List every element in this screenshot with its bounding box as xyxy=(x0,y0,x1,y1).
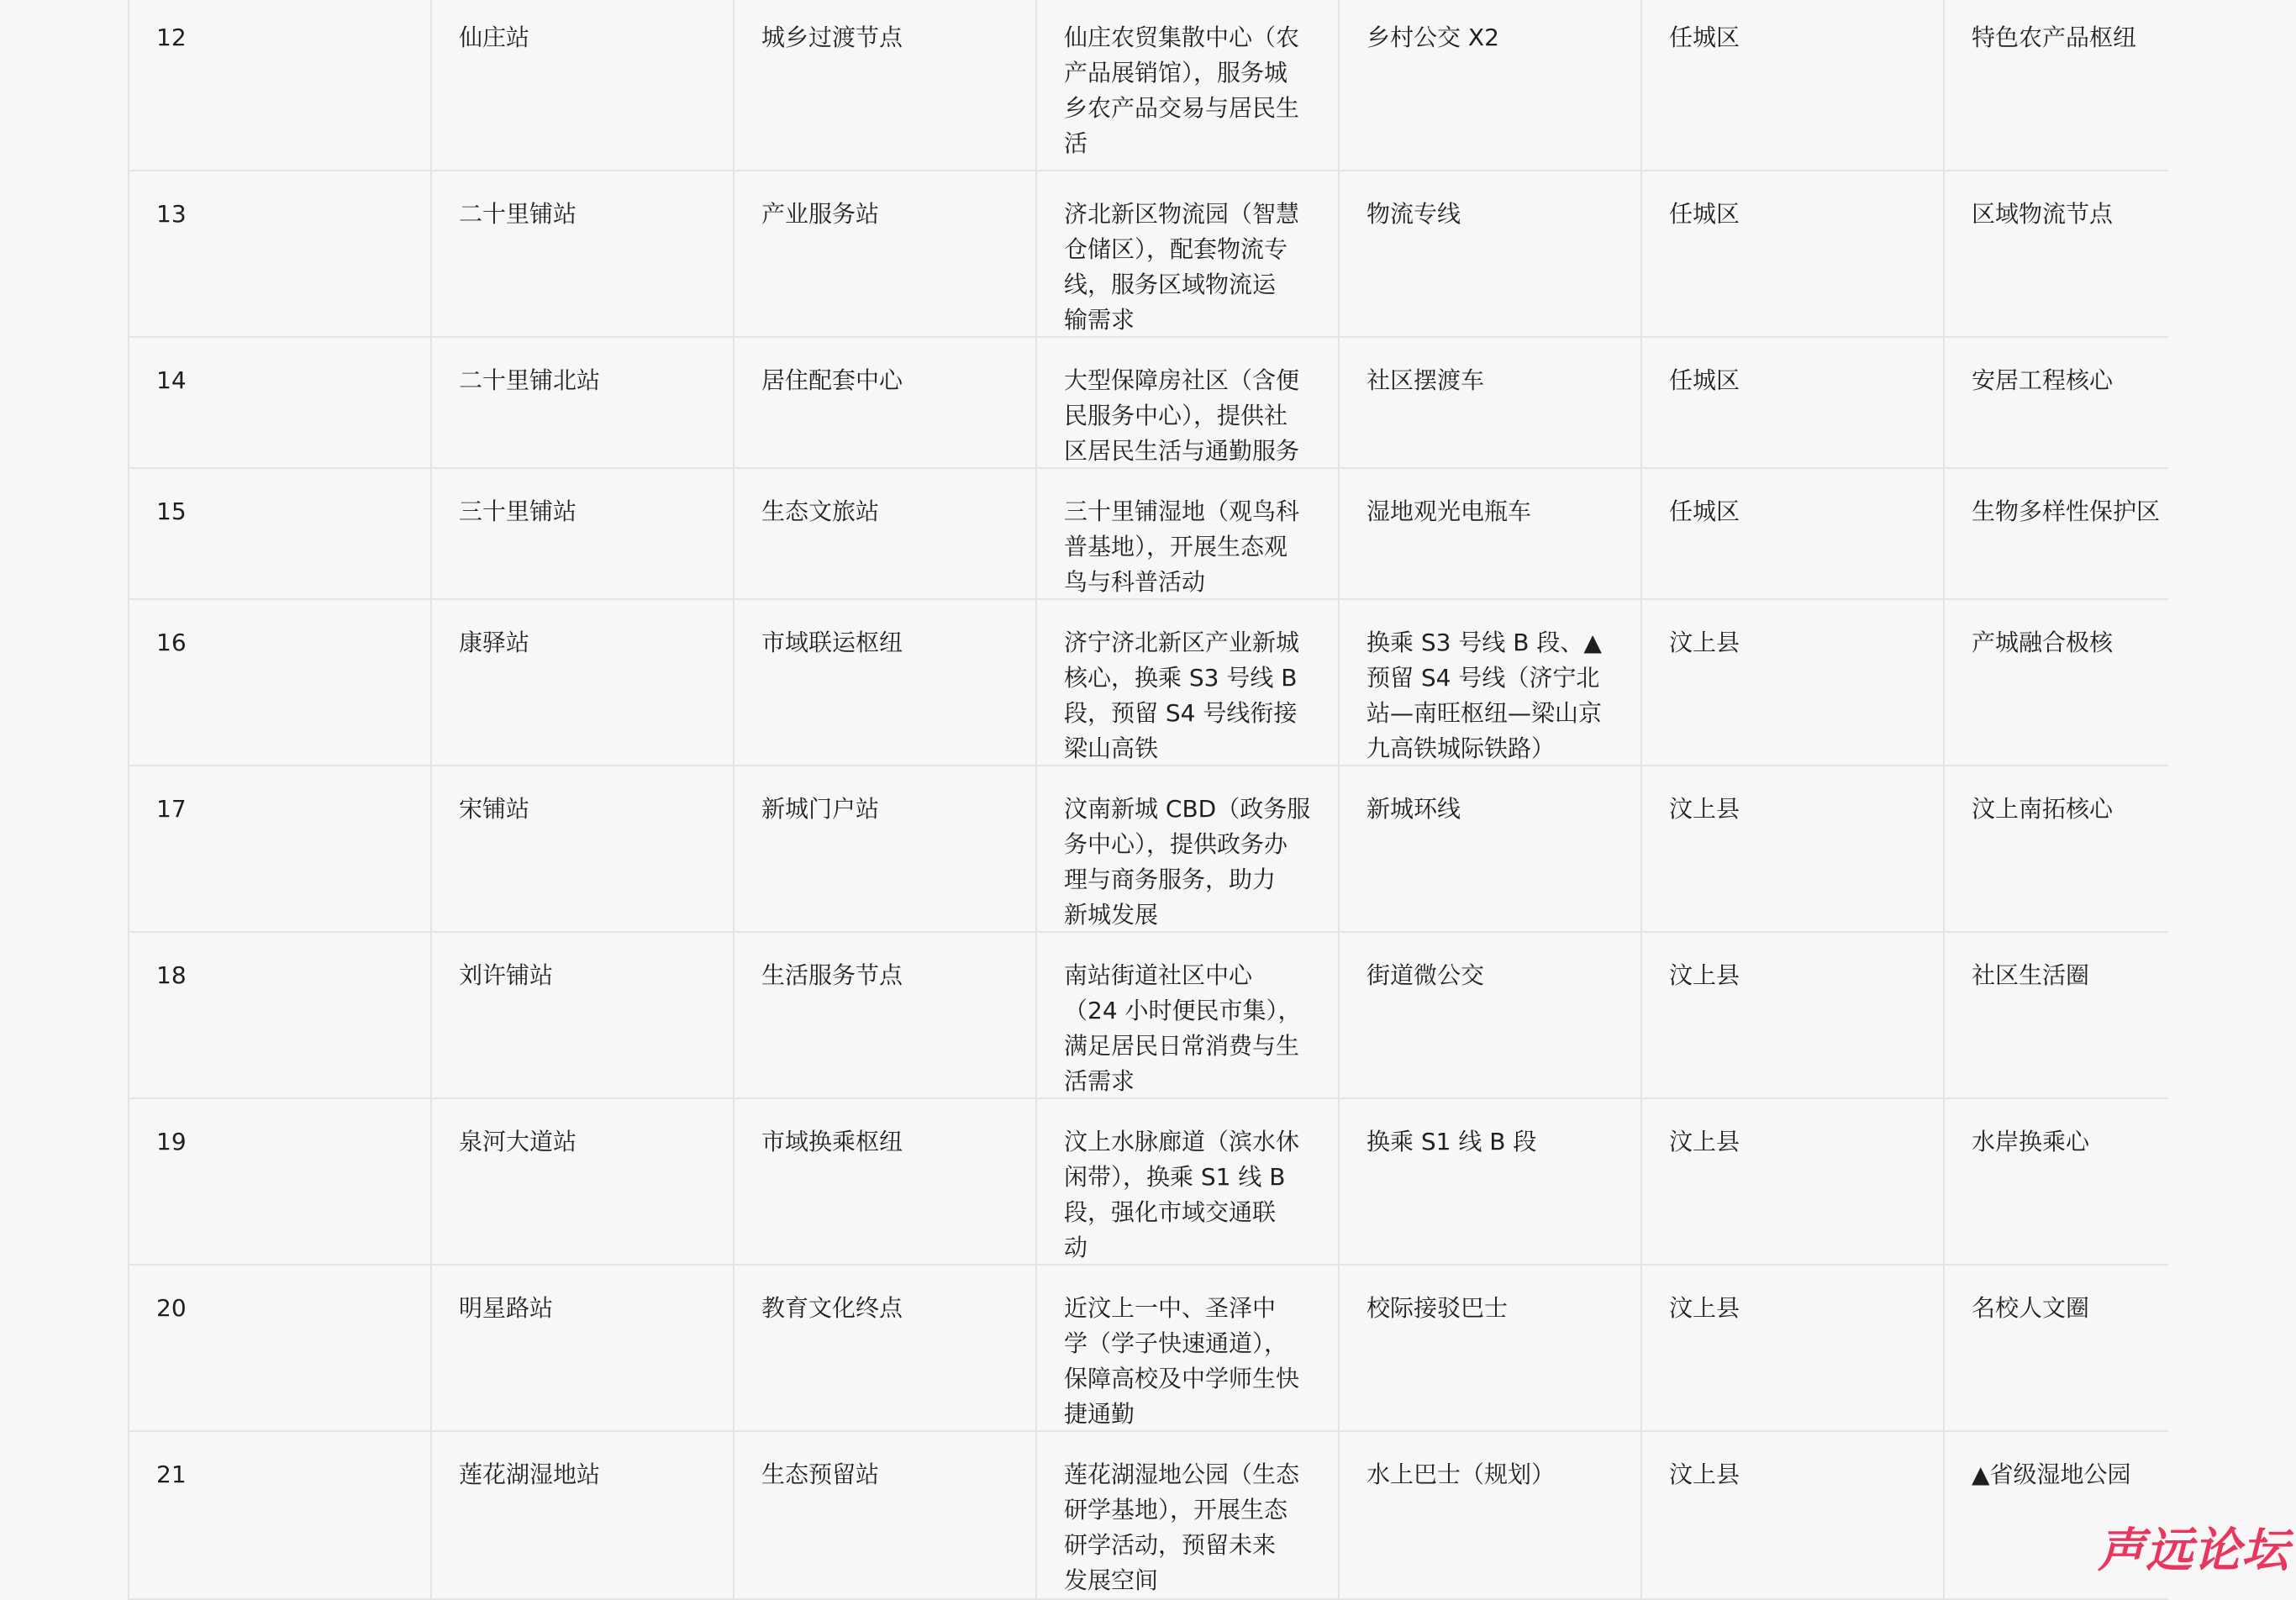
station-type-cell: 生态预留站 xyxy=(735,1432,1037,1598)
station-table xyxy=(128,0,2168,1600)
table-row xyxy=(129,338,2168,469)
district-cell: 任城区 xyxy=(1642,0,1945,170)
station-name-cell: 泉河大道站 xyxy=(432,1099,735,1266)
district-cell: 汶上县 xyxy=(1642,1099,1945,1266)
row-number-cell: 21 xyxy=(129,1432,432,1598)
table-row xyxy=(129,1266,2168,1432)
transfer-info-cell: 社区摆渡车 xyxy=(1340,338,1642,469)
station-role-cell: 区域物流节点 xyxy=(1972,200,2114,228)
transfer-info-cell: 乡村公交 X2 xyxy=(1340,0,1642,170)
station-name-cell: 莲花湖湿地站 xyxy=(432,1432,735,1598)
district-cell: 汶上县 xyxy=(1642,600,1945,766)
station-description-cell: 南站街道社区中心 （24 小时便民市集）， 满足居民日常消费与生 活需求 xyxy=(1037,933,1340,1099)
station-role-cell: 名校人文圈 xyxy=(1972,1294,2090,1322)
station-role-cell: ▲省级湿地公园 xyxy=(1972,1461,2131,1488)
transfer-info-cell: 换乘 S3 号线 B 段、▲ 预留 S4 号线（济宁北 站—南旺枢纽—梁山京 九高铁城际铁路） xyxy=(1340,600,1642,766)
station-description-cell: 三十里铺湿地（观鸟科 普基地），开展生态观 鸟与科普活动 xyxy=(1037,469,1340,600)
station-type-cell: 城乡过渡节点 xyxy=(735,0,1037,170)
transfer-info-cell: 湿地观光电瓶车 xyxy=(1340,469,1642,600)
station-name-cell: 刘许铺站 xyxy=(432,933,735,1099)
transfer-info-cell: 校际接驳巴士 xyxy=(1340,1266,1642,1432)
station-name-cell: 二十里铺北站 xyxy=(432,338,735,469)
station-description-cell: 汶上水脉廊道（滨水休 闲带），换乘 S1 线 B 段，强化市域交通联 动 xyxy=(1037,1099,1340,1266)
forum-watermark-logo: 声远论坛 xyxy=(2098,1523,2289,1578)
table-row xyxy=(129,171,2168,338)
transfer-info-cell: 街道微公交 xyxy=(1340,933,1642,1099)
district-cell: 汶上县 xyxy=(1642,933,1945,1099)
station-name-cell: 仙庄站 xyxy=(432,0,735,170)
station-role-cell: 社区生活圈 xyxy=(1972,961,2090,989)
station-description-cell: 济宁济北新区产业新城 核心，换乘 S3 号线 B 段，预留 S4 号线衔接 梁山高铁 xyxy=(1037,600,1340,766)
station-type-cell: 市域换乘枢纽 xyxy=(735,1099,1037,1266)
table-row xyxy=(129,0,2168,171)
table-row xyxy=(129,1099,2168,1266)
row-number-cell: 16 xyxy=(129,600,432,766)
station-name-cell: 明星路站 xyxy=(432,1266,735,1432)
station-type-cell: 教育文化终点 xyxy=(735,1266,1037,1432)
table-row xyxy=(129,766,2168,933)
station-type-cell: 新城门户站 xyxy=(735,766,1037,933)
table-row xyxy=(129,1432,2168,1600)
station-name-cell: 宋铺站 xyxy=(432,766,735,933)
transfer-info-cell: 新城环线 xyxy=(1340,766,1642,933)
table-row xyxy=(129,600,2168,766)
station-type-cell: 居住配套中心 xyxy=(735,338,1037,469)
row-number-cell: 17 xyxy=(129,766,432,933)
district-cell: 汶上县 xyxy=(1642,1266,1945,1432)
station-type-cell: 市域联运枢纽 xyxy=(735,600,1037,766)
row-number-cell: 18 xyxy=(129,933,432,1099)
row-number-cell: 20 xyxy=(129,1266,432,1432)
station-type-cell: 生活服务节点 xyxy=(735,933,1037,1099)
district-cell: 任城区 xyxy=(1642,338,1945,469)
district-cell: 汶上县 xyxy=(1642,1432,1945,1598)
station-description-cell: 汶南新城 CBD（政务服 务中心），提供政务办 理与商务服务，助力 新城发展 xyxy=(1037,766,1340,933)
table-row xyxy=(129,933,2168,1099)
district-cell: 汶上县 xyxy=(1642,766,1945,933)
transfer-info-cell: 物流专线 xyxy=(1340,171,1642,338)
station-role-cell: 特色农产品枢纽 xyxy=(1972,24,2137,51)
station-role-cell: 水岸换乘心 xyxy=(1972,1128,2090,1155)
row-number-cell: 19 xyxy=(129,1099,432,1266)
station-role-cell: 汶上南拓核心 xyxy=(1972,795,2114,823)
transfer-info-cell: 水上巴士（规划） xyxy=(1340,1432,1642,1598)
station-type-cell: 产业服务站 xyxy=(735,171,1037,338)
station-description-cell: 仙庄农贸集散中心（农 产品展销馆），服务城 乡农产品交易与居民生 活 xyxy=(1037,0,1340,170)
row-number-cell: 12 xyxy=(129,0,432,170)
station-name-cell: 二十里铺站 xyxy=(432,171,735,338)
station-description-cell: 大型保障房社区（含便 民服务中心），提供社 区居民生活与通勤服务 xyxy=(1037,338,1340,469)
station-type-cell: 生态文旅站 xyxy=(735,469,1037,600)
station-role-cell: 安居工程核心 xyxy=(1972,366,2114,394)
station-name-cell: 三十里铺站 xyxy=(432,469,735,600)
row-number-cell: 14 xyxy=(129,338,432,469)
district-cell: 任城区 xyxy=(1642,469,1945,600)
row-number-cell: 13 xyxy=(129,171,432,338)
transfer-info-cell: 换乘 S1 线 B 段 xyxy=(1340,1099,1642,1266)
station-name-cell: 康驿站 xyxy=(432,600,735,766)
row-number-cell: 15 xyxy=(129,469,432,600)
district-cell: 任城区 xyxy=(1642,171,1945,338)
table-row xyxy=(129,469,2168,600)
station-description-cell: 济北新区物流园（智慧 仓储区），配套物流专 线，服务区域物流运 输需求 xyxy=(1037,171,1340,338)
station-role-cell: 生物多样性保护区 xyxy=(1972,497,2161,525)
station-description-cell: 近汶上一中、圣泽中 学（学子快速通道）， 保障高校及中学师生快 捷通勤 xyxy=(1037,1266,1340,1432)
station-description-cell: 莲花湖湿地公园（生态 研学基地），开展生态 研学活动，预留未来 发展空间 xyxy=(1037,1432,1340,1598)
station-role-cell: 产城融合极核 xyxy=(1972,629,2114,656)
